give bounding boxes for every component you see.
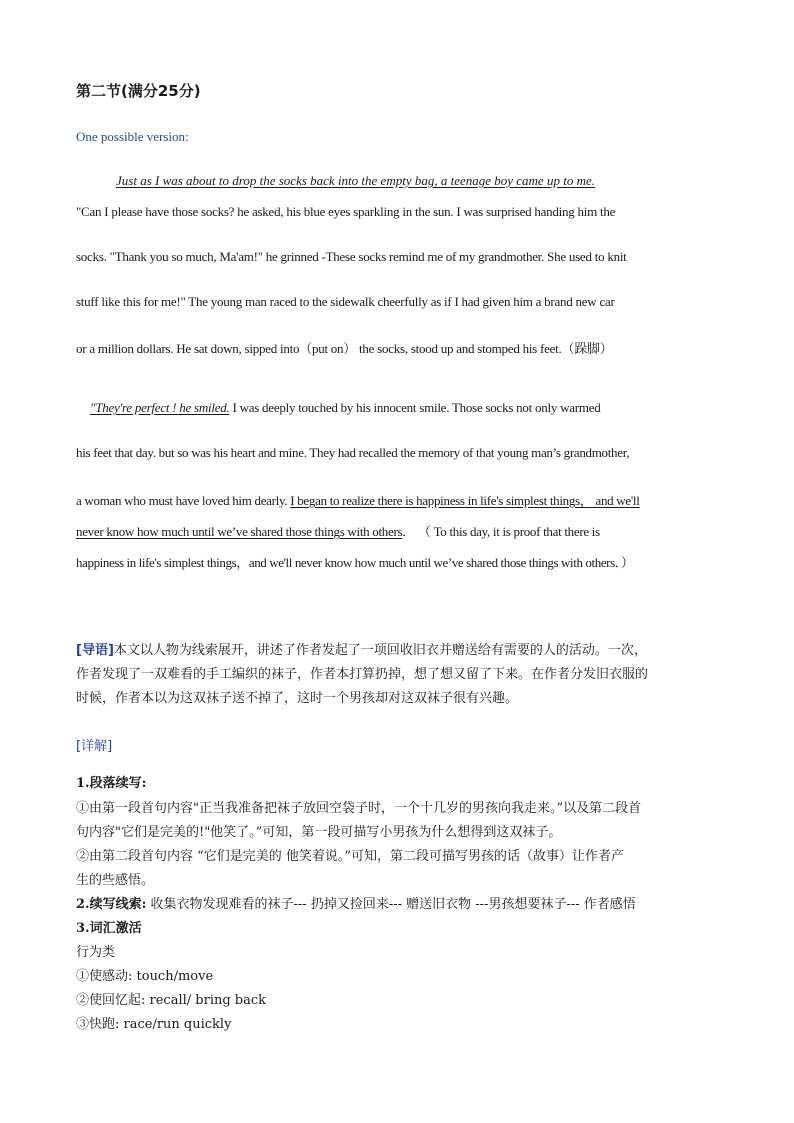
- para1-line2: "Can I please have those socks? he asked, his blue eyes sparkling in the sun. I was surprised handing him the: [76, 204, 616, 219]
- detail-p1a: ①由第一段首句内容"正当我准备把袜子放回空袋子时，一个十几岁的男孩向我走来。”以及第二段首: [76, 801, 642, 816]
- vocab-item-3: ③快跑: race/run quickly: [76, 1017, 232, 1032]
- detail-p2a: ②由第二段首句内容 “它们是完美的 他笑着说。”可知，第二段可描写男孩的话（故事）让作者产: [76, 849, 625, 864]
- version-label: One possible version:: [76, 129, 189, 144]
- vocab-item-2: ②使回忆起: recall/ bring back: [76, 993, 267, 1008]
- para2-line3: [76, 490, 640, 509]
- para2-opening-quote: "They're perfect ! he smiled.: [90, 400, 230, 415]
- guide-text1: 本文以人物为线索展开，讲述了作者发起了一项回收旧衣并赠送给有需要的人的活动。一次，: [113, 643, 647, 658]
- para2-line5: happiness in life's simplest things，and we'll never know how much until we’ve shared those things with others．）: [76, 555, 634, 570]
- para2-line3-a: a woman who must have loved him dearly.: [76, 493, 291, 508]
- para1-line5: or a million dollars. He sat down, sipped into（put on） the socks, stood up and stomped his feet.（跺脚）: [76, 341, 613, 356]
- para1-line1: Just as I was about to drop the socks back into the empty bag, a teenage boy came up to me.: [116, 173, 595, 188]
- para2-line4: [76, 521, 600, 540]
- para2-line4-underlined: never know how much until we’ve shared those things with others: [76, 524, 403, 539]
- para2-line2: his feet that day. but so was his heart and mine. They had recalled the memory of that young man’s grandmother,: [76, 445, 630, 460]
- para1-line4: stuff like this for me!" The young man raced to the sidewalk cheerfully as if I had given him a brand new car: [76, 294, 615, 309]
- vocab-item-1: ①使感动: touch/move: [76, 969, 214, 984]
- guide-line2: 作者发现了一双难看的手工编织的袜子，作者本打算扔掉，想了想又留了下来。在作者分发旧衣服的: [76, 667, 649, 682]
- detail-p1b: 句内容"它们是完美的!"他笑了。”可知，第一段可描写小男孩为什么想得到这双袜子。: [76, 825, 562, 840]
- vocab-category: 行为类: [76, 945, 116, 960]
- detail-p2b: 生的些感悟。: [76, 873, 155, 888]
- section-title: 第二节(满分25分): [76, 82, 201, 100]
- para1-line3: socks. "Thank you so much, Ma'am!" he grinned -These socks remind me of my grandmother. She used to knit: [76, 249, 627, 264]
- detail-heading-3: 3.词汇激活: [76, 921, 142, 936]
- detail-tag: [详解]: [76, 739, 113, 754]
- detail-heading-2: [76, 893, 636, 912]
- guide-line1: [76, 639, 647, 658]
- detail-heading-1: 1.段落续写:: [76, 776, 147, 791]
- para2-line1-rest: I was deeply touched by his innocent smile. Those socks not only warmed: [229, 400, 601, 415]
- guide-tag: [导语]: [76, 643, 114, 658]
- detail-heading-2-text: 收集衣物发现难看的袜子--- 扔掉又捡回来--- 赠送旧衣物 ---男孩想要袜子--- 作者感悟: [146, 897, 636, 912]
- para2-line4-rest: ． （ To this day, it is proof that there is: [402, 524, 600, 539]
- guide-line3: 时候，作者本以为这双袜子送不掉了，这时一个男孩却对这双袜子很有兴趣。: [76, 691, 519, 706]
- para2-line3-underlined: I began to realize there is happiness in life's simplest things， and we'll: [290, 493, 640, 508]
- para2-line1: [90, 400, 600, 416]
- detail-heading-2-label: 2.续写线索:: [76, 897, 147, 912]
